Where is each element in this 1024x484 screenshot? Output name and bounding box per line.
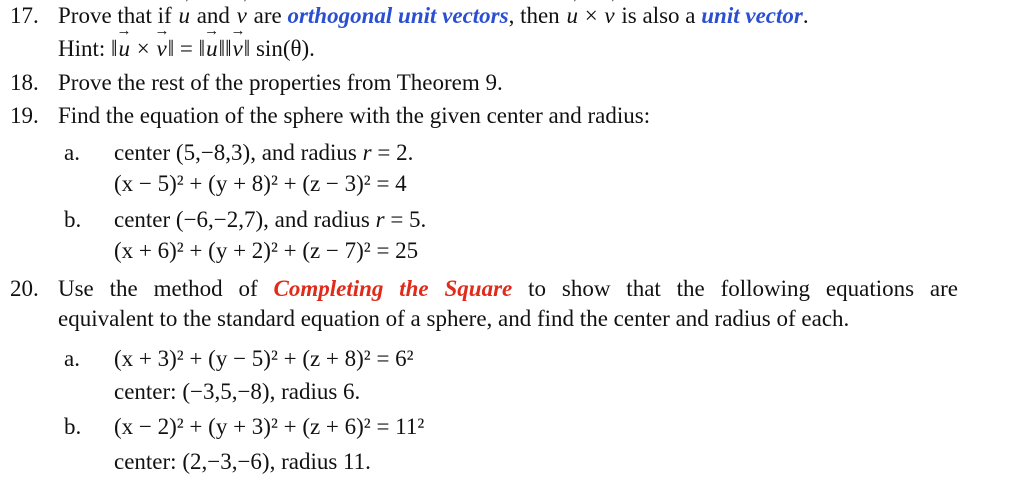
- vector-u: → u: [177, 4, 191, 27]
- problem-17-number: 17.: [10, 3, 39, 28]
- problem-20b-answer: center: (2,−3,−6), radius 11.: [114, 449, 371, 474]
- problem-20-statement-line2: equivalent to the standard equation of a sphere, and find the center and radius of each.: [58, 306, 850, 331]
- problem-19a-center: center (5,−8,3), and radius r = 2.: [114, 140, 414, 165]
- problem-20a-label: a.: [64, 346, 80, 371]
- problem-20a-answer: center: (−3,5,−8), radius 6.: [114, 379, 361, 404]
- problem-19-statement: Find the equation of the sphere with the given center and radius:: [58, 103, 651, 128]
- problem-18-statement: Prove the rest of the properties from Theorem 9.: [58, 70, 503, 95]
- problem-19a-label: a.: [64, 140, 80, 165]
- highlight-completing-the-square: Completing the Square: [273, 276, 513, 301]
- problem-19b-center: center (−6,−2,7), and radius r = 5.: [114, 207, 427, 232]
- problem-20-statement-line1: Use the method of Completing the Square to show that the following equations are: [58, 276, 959, 301]
- problem-18-number: 18.: [10, 70, 39, 95]
- problem-19b-label: b.: [64, 207, 82, 232]
- vector-v: → v: [236, 4, 248, 27]
- problem-20a-equation: (x + 3)² + (y − 5)² + (z + 8)² = 6²: [114, 346, 414, 371]
- problem-20b-equation: (x − 2)² + (y + 3)² + (z + 6)² = 11²: [114, 414, 425, 439]
- problem-17-statement: Prove that if → u and → v are orthogonal unit vectors, then → u × → v is also a unit vector.: [58, 4, 809, 27]
- problem-19a-equation: (x − 5)² + (y + 8)² + (z − 3)² = 4: [114, 171, 407, 196]
- highlight-unit-vector: unit vector: [701, 3, 803, 28]
- problem-20b-label: b.: [64, 414, 82, 439]
- problem-17-hint: Hint: ‖→ u × → v‖ = ‖→ u‖‖→ v‖ sin(θ).: [58, 37, 315, 60]
- problem-19b-equation: (x + 6)² + (y + 2)² + (z − 7)² = 25: [114, 238, 419, 263]
- problem-20-number: 20.: [10, 276, 39, 301]
- problem-19-number: 19.: [10, 103, 39, 128]
- highlight-orthogonal-unit-vectors: orthogonal unit vectors: [287, 3, 509, 28]
